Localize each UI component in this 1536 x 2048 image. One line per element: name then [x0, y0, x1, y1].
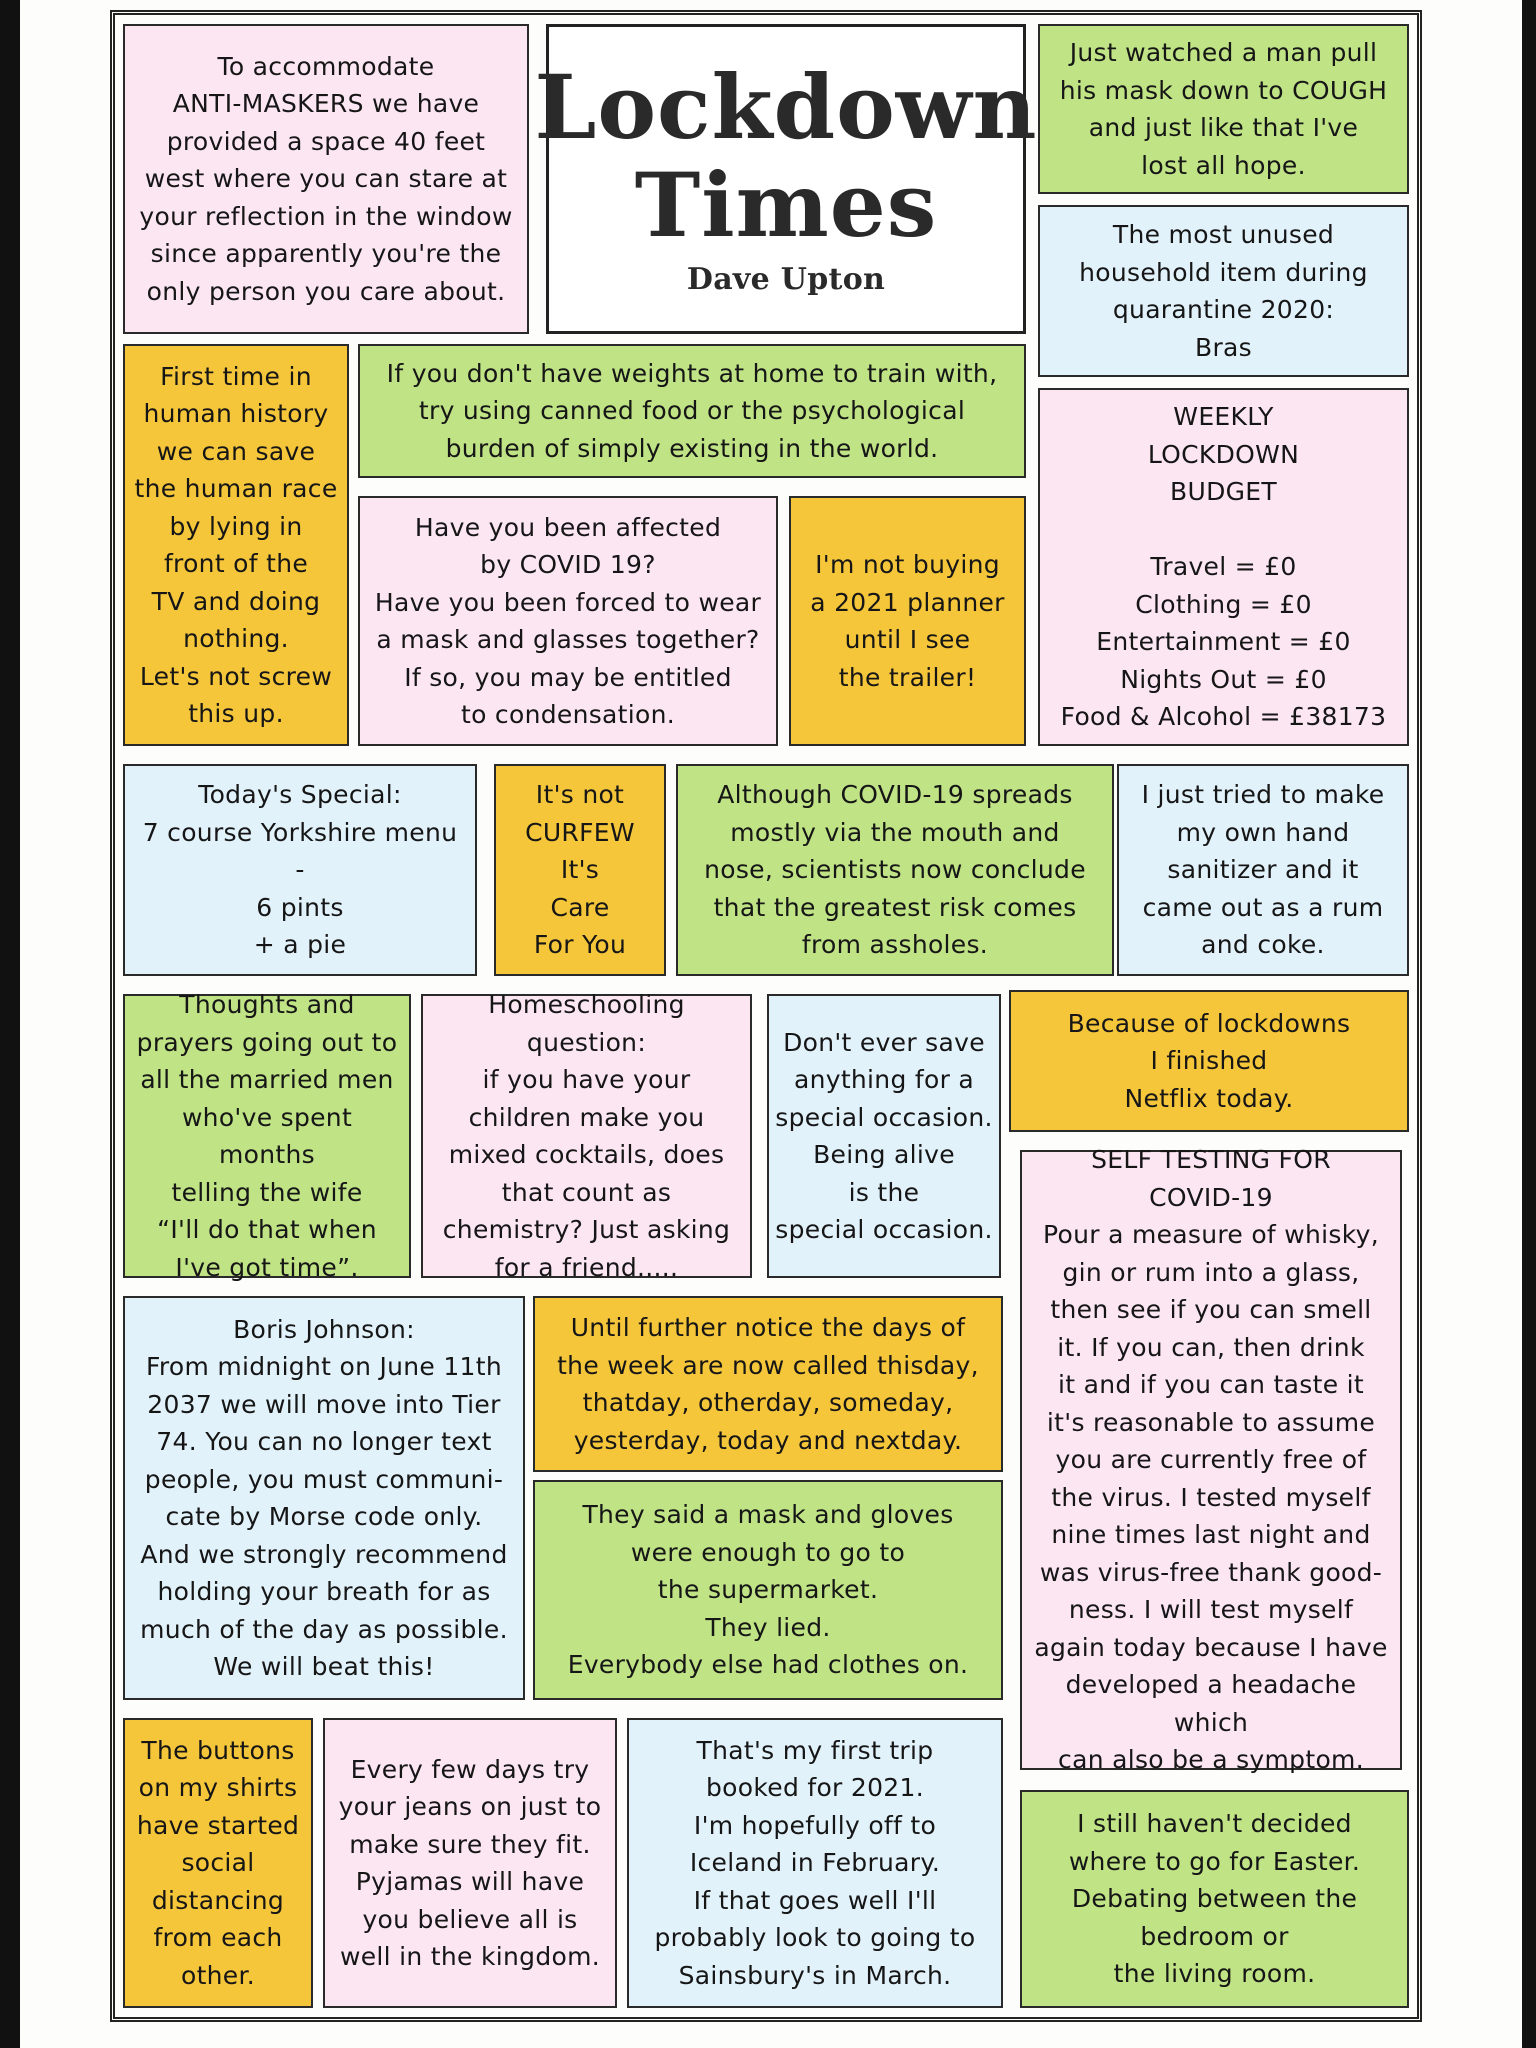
- planner-box: I'm not buying a 2021 planner until I see the trailer!: [789, 496, 1026, 746]
- hand-sanitizer-box: I just tried to make my own hand sanitizer and it came out as a rum and coke.: [1117, 764, 1409, 976]
- right-page-edge: [1522, 0, 1536, 2048]
- weekly-budget-box: WEEKLY LOCKDOWN BUDGET Travel = £0 Clothing = £0 Entertainment = £0 Nights Out = £0 Food & Alcohol = £38173: [1038, 388, 1409, 746]
- self-testing-box: SELF TESTING FOR COVID-19 Pour a measure of whisky, gin or rum into a glass, then see if you can smell it. If you can, then drink it and if you can taste it it's reasonable to assume you are currently free of the virus. I tested myself nine times last night and was virus-free thank good- ness. I will test myself again today because I have developed a headache which can also be a symptom.: [1020, 1150, 1402, 1770]
- condensation-box: Have you been affected by COVID 19? Have you been forced to wear a mask and glasses together? If so, you may be entitled to condensation.: [358, 496, 778, 746]
- mask-gloves-box: They said a mask and gloves were enough to go to the supermarket. They lied. Everybody else had clothes on.: [533, 1480, 1003, 1700]
- boris-johnson-box: Boris Johnson: From midnight on June 11th 2037 we will move into Tier 74. You can no longer text people, you must communi- cate by Morse code only. And we strongly recommend holding your breath for as much of the day as possible. We will beat this!: [123, 1296, 525, 1700]
- anti-maskers-box: To accommodate ANTI-MASKERS we have provided a space 40 feet west where you can stare at your reflection in the window since apparently you're the only person you care about.: [123, 24, 529, 334]
- first-time-box: First time in human history we can save the human race by lying in front of the TV and doing nothing. Let's not screw this up.: [123, 344, 349, 746]
- masthead-title-line1: Lockdown: [534, 55, 1038, 159]
- masthead-title-line2: Times: [634, 153, 938, 257]
- unused-item-box: The most unused household item during quarantine 2020: Bras: [1038, 205, 1409, 377]
- weights-box: If you don't have weights at home to train with, try using canned food or the psychological burden of simply existing in the world.: [358, 344, 1026, 478]
- left-page-edge: [0, 0, 20, 2048]
- days-of-week-box: Until further notice the days of the week are now called thisday, thatday, otherday, someday, yesterday, today and nextday.: [533, 1296, 1003, 1472]
- netflix-box: Because of lockdowns I finished Netflix today.: [1009, 990, 1409, 1132]
- todays-special-box: Today's Special: 7 course Yorkshire menu - 6 pints + a pie: [123, 764, 477, 976]
- first-trip-box: That's my first trip booked for 2021. I'm hopefully off to Iceland in February. If that goes well I'll probably look to going to Sainsbury's in March.: [627, 1718, 1003, 2008]
- covid-spreads-box: Although COVID-19 spreads mostly via the mouth and nose, scientists now conclude that the greatest risk comes from assholes.: [676, 764, 1114, 976]
- thoughts-prayers-box: Thoughts and prayers going out to all the married men who've spent months telling the wife “I'll do that when I've got time”.: [123, 994, 411, 1278]
- jeans-box: Every few days try your jeans on just to make sure they fit. Pyjamas will have you believe all is well in the kingdom.: [323, 1718, 617, 2008]
- masthead-author: Dave Upton: [686, 262, 886, 297]
- mask-cough-box: Just watched a man pull his mask down to COUGH and just like that I've lost all hope.: [1038, 24, 1409, 194]
- easter-box: I still haven't decided where to go for Easter. Debating between the bedroom or the living room.: [1020, 1790, 1409, 2008]
- masthead: [534, 24, 1038, 334]
- homeschooling-box: Homeschooling question: if you have your children make you mixed cocktails, does that count as chemistry? Just asking for a friend.....: [421, 994, 752, 1278]
- shirt-buttons-box: The buttons on my shirts have started social distancing from each other.: [123, 1718, 313, 2008]
- special-occasion-box: Don't ever save anything for a special occasion. Being alive is the special occasion.: [767, 994, 1001, 1278]
- curfew-box: It's not CURFEW It's Care For You: [494, 764, 666, 976]
